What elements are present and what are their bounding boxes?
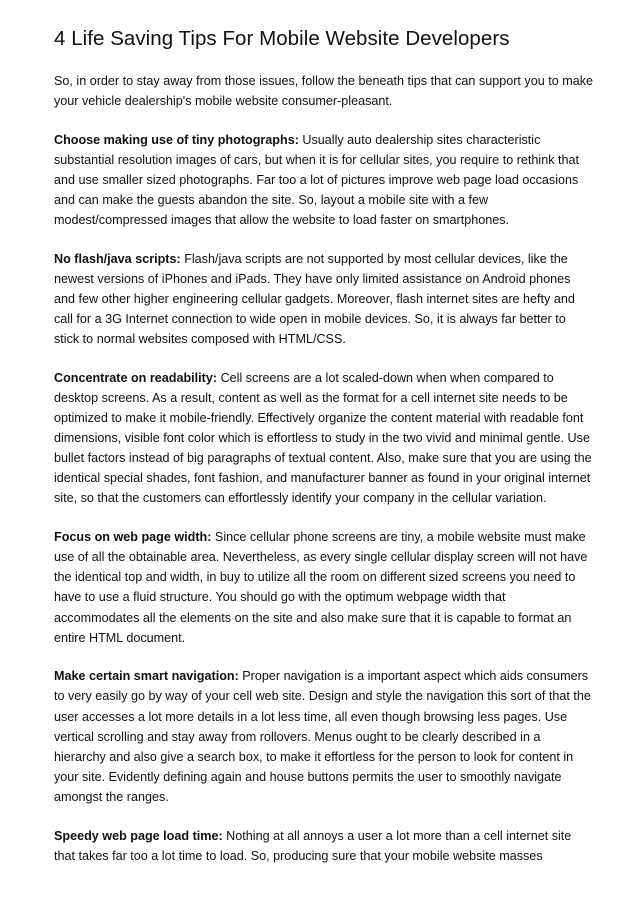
- document-title: 4 Life Saving Tips For Mobile Website Developers: [54, 27, 510, 50]
- section-body: Proper navigation is a important aspect which aids consumers to very easily go by way of your cell web site. Design and style the navigation this sort of that the user accesses a lot more details in a lot less time, all even though browsing less pages. Use vertical scrolling and stay away from rollovers. Menus ought to be clearly described in a hierarchy and also give a search box, to make it effortless for the person to look for content in your site. Evidently defining again and house buttons permits the user to smoothly navigate amongst the ranges.: [54, 669, 591, 804]
- section-heading: Speedy web page load time:: [54, 828, 223, 843]
- section-body: Since cellular phone screens are tiny, a mobile website must make use of all the obtainable area. Nevertheless, as every single cellular display screen will not have the identical top and width, in buy to utilize all the room on different sized screens you need to have to use a fluid structure. You should go with the optimum webpage width that accommodates all the elements on the site and also make sure that it is capable to format an entire HTML document.: [54, 530, 588, 645]
- section-body: Nothing at all annoys a user a lot more than a cell internet site that takes far too a lot time to load. So, producing sure that your mobile website masses: [54, 828, 572, 863]
- section-body: Usually auto dealership sites characteristic substantial resolution images of cars, but when it is for cellular sites, you require to rethink that and use smaller sized photographs. Far too a lot of pictures improve web page load occasions and can make the guests abandon the site. So, layout a mobile site with a few modest/compressed images that allow the website to load faster on smartphones.: [54, 132, 579, 228]
- section-heading: Focus on web page width:: [54, 530, 212, 545]
- document-page: [54, 24, 594, 884]
- section-load-time: [54, 826, 594, 866]
- intro-paragraph: So, in order to stay away from those issues, follow the beneath tips that can support you to make your vehicle dealership's mobile website consumer-pleasant.: [54, 74, 594, 109]
- section-body: Flash/java scripts are not supported by most cellular devices, like the newest versions of iPhones and iPads. They have only limited assistance on Android phones and few other higher engineering cellular gadgets. Moreover, flash internet sites are hefty and call for a 3G Internet connection to wide open in mobile devices. So, it is always far better to stick to normal websites composed with HTML/CSS.: [54, 251, 575, 347]
- section-heading: No flash/java scripts:: [54, 251, 181, 266]
- section-no-flash: [54, 249, 594, 349]
- section-readability: [54, 368, 594, 509]
- section-heading: Make certain smart navigation:: [54, 669, 239, 684]
- section-heading: Concentrate on readability:: [54, 370, 218, 385]
- section-tiny-photographs: [54, 130, 594, 230]
- section-body: Cell screens are a lot scaled-down when when compared to desktop screens. As a result, content as well as the format for a cell internet site needs to be optimized to make it mobile-friendly. Effectively organize the content material with readable font dimensions, visible font color which is effortless to study in the two vivid and minimal gentle. Use bullet factors instead of big paragraphs of textual content. Also, make sure that you are using the identical special shades, font fashion, and manufacturer banner as found in your original internet site, so that the customers can effortlessly identify your company in the cellular variation.: [54, 370, 592, 506]
- section-smart-navigation: [54, 666, 594, 807]
- section-heading: Choose making use of tiny photographs:: [54, 132, 299, 147]
- section-page-width: [54, 527, 594, 648]
